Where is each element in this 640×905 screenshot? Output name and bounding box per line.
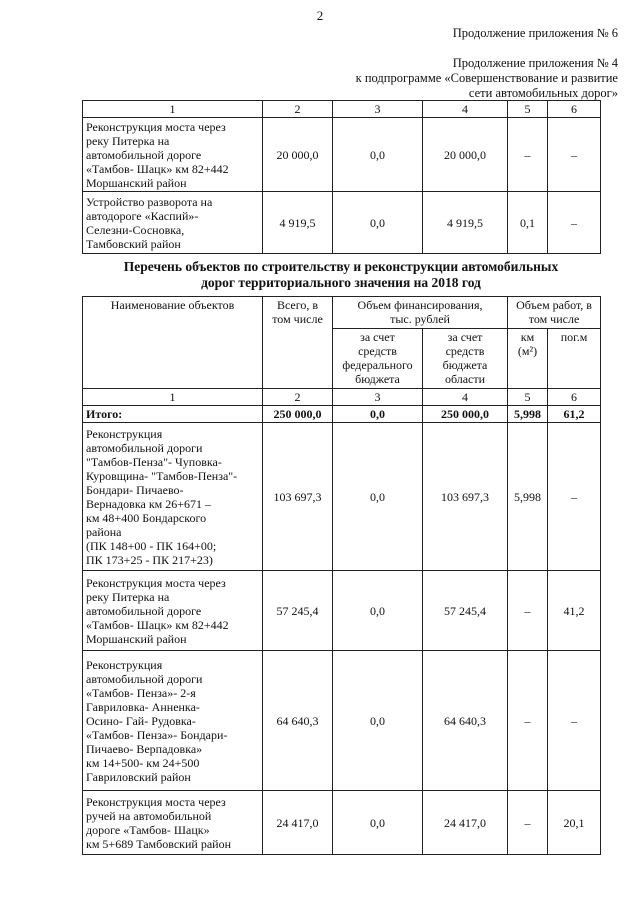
pm-value: – bbox=[548, 423, 601, 571]
km-value: – bbox=[508, 791, 548, 855]
col-number: 1 bbox=[83, 101, 263, 118]
table-row bbox=[83, 791, 601, 855]
header-regional: за счет средств бюджета области bbox=[423, 329, 508, 389]
header-km: км (м²) bbox=[508, 329, 548, 389]
appendix-line-a: Продолжение приложения № 4 bbox=[452, 56, 618, 70]
pm-value: – bbox=[548, 118, 601, 192]
header-total: Всего, в том числе bbox=[263, 297, 333, 389]
col-number: 2 bbox=[263, 101, 333, 118]
km-value: – bbox=[508, 651, 548, 791]
total-value: 20 000,0 bbox=[263, 118, 333, 192]
object-name: Реконструкция автомобильной дороги «Тамбов- Пенза»- 2-я Гавриловка- Анненка- Осино- Гай- Рудовка- «Тамбов- Пенза»- Бондари- Пичаево- Верпадовка» км 14+500- км 24+500 Гавриловский район bbox=[83, 651, 263, 791]
km-value: – bbox=[508, 118, 548, 192]
federal-value: 0,0 bbox=[333, 651, 423, 791]
col-number: 1 bbox=[83, 389, 263, 406]
object-name: Реконструкция моста через ручей на автомобильной дороге «Тамбов- Шацк» км 5+689 Тамбовский район bbox=[83, 791, 263, 855]
federal-value: 0,0 bbox=[333, 118, 423, 192]
regional-value: 57 245,4 bbox=[423, 571, 508, 651]
heading-line-1: Перечень объектов по строительству и реконструкции автомобильных bbox=[123, 259, 559, 274]
table-row bbox=[83, 389, 601, 406]
section-heading bbox=[82, 259, 600, 291]
col-number: 4 bbox=[423, 101, 508, 118]
pm-value: 20,1 bbox=[548, 791, 601, 855]
col-number: 6 bbox=[548, 101, 601, 118]
objects-table bbox=[82, 296, 601, 855]
pm-value: 61,2 bbox=[548, 406, 601, 423]
regional-value: 24 417,0 bbox=[423, 791, 508, 855]
col-number: 6 bbox=[548, 389, 601, 406]
header-funding: Объем финансирования, тыс. рублей bbox=[333, 297, 508, 329]
table-row bbox=[83, 423, 601, 571]
regional-value: 103 697,3 bbox=[423, 423, 508, 571]
total-value: 24 417,0 bbox=[263, 791, 333, 855]
col-number: 3 bbox=[333, 101, 423, 118]
table-row bbox=[83, 651, 601, 791]
col-number: 5 bbox=[508, 101, 548, 118]
object-name: Реконструкция моста через реку Питерка на автомобильной дороге «Тамбов- Шацк» км 82+442 Моршанский район bbox=[83, 118, 263, 192]
col-number: 2 bbox=[263, 389, 333, 406]
total-label: Итого: bbox=[83, 406, 263, 423]
total-value: 57 245,4 bbox=[263, 571, 333, 651]
federal-value: 0,0 bbox=[333, 791, 423, 855]
federal-value: 0,0 bbox=[333, 571, 423, 651]
col-number: 4 bbox=[423, 389, 508, 406]
appendix-line-c: сети автомобильных дорог» bbox=[468, 86, 618, 100]
col-number: 5 bbox=[508, 389, 548, 406]
table-row bbox=[83, 118, 601, 192]
km-value: 0,1 bbox=[508, 192, 548, 254]
federal-value: 0,0 bbox=[333, 192, 423, 254]
regional-value: 20 000,0 bbox=[423, 118, 508, 192]
table-row bbox=[83, 101, 601, 118]
header-works: Объем работ, в том числе bbox=[508, 297, 601, 329]
pm-value: – bbox=[548, 192, 601, 254]
header-federal: за счет средств федерального бюджета bbox=[333, 329, 423, 389]
header-row bbox=[83, 297, 601, 329]
pm-value: – bbox=[548, 651, 601, 791]
appendix-continuation-6: Продолжение приложения № 6 bbox=[452, 26, 618, 40]
object-name: Реконструкция моста через реку Питерка на автомобильной дороге «Тамбов- Шацк» км 82+442 Моршанский район bbox=[83, 571, 263, 651]
federal-value: 0,0 bbox=[333, 423, 423, 571]
col-number: 3 bbox=[333, 389, 423, 406]
km-value: 5,998 bbox=[508, 423, 548, 571]
regional-value: 4 919,5 bbox=[423, 192, 508, 254]
continuation-table bbox=[82, 100, 601, 254]
appendix-continuation-4 bbox=[288, 56, 618, 101]
heading-line-2: дорог территориального значения на 2018 год bbox=[201, 275, 481, 290]
total-row bbox=[83, 406, 601, 423]
total-value: 103 697,3 bbox=[263, 423, 333, 571]
regional-value: 64 640,3 bbox=[423, 651, 508, 791]
object-name: Устройство разворота на автодороге «Каспий»- Селезни-Сосновка, Тамбовский район bbox=[83, 192, 263, 254]
total-value: 64 640,3 bbox=[263, 651, 333, 791]
header-pm: пог.м bbox=[548, 329, 601, 389]
km-value: 5,998 bbox=[508, 406, 548, 423]
table-row bbox=[83, 571, 601, 651]
object-name: Реконструкция автомобильной дороги "Тамбов-Пенза"- Чуповка- Куровщина- "Тамбов-Пенза"- Бондари- Пичаево- Вернадовка км 26+671 – км 48+400 Бондарского района (ПК 148+00 - ПК 164+00; ПК 173+25 - ПК 217+23) bbox=[83, 423, 263, 571]
km-value: – bbox=[508, 571, 548, 651]
total-value: 250 000,0 bbox=[263, 406, 333, 423]
total-value: 4 919,5 bbox=[263, 192, 333, 254]
table-row bbox=[83, 192, 601, 254]
regional-value: 250 000,0 bbox=[423, 406, 508, 423]
federal-value: 0,0 bbox=[333, 406, 423, 423]
header-name: Наименование объектов bbox=[83, 297, 263, 389]
appendix-line-b: к подпрограмме «Совершенствование и развитие bbox=[355, 71, 618, 85]
pm-value: 41,2 bbox=[548, 571, 601, 651]
page-number: 2 bbox=[316, 8, 324, 23]
